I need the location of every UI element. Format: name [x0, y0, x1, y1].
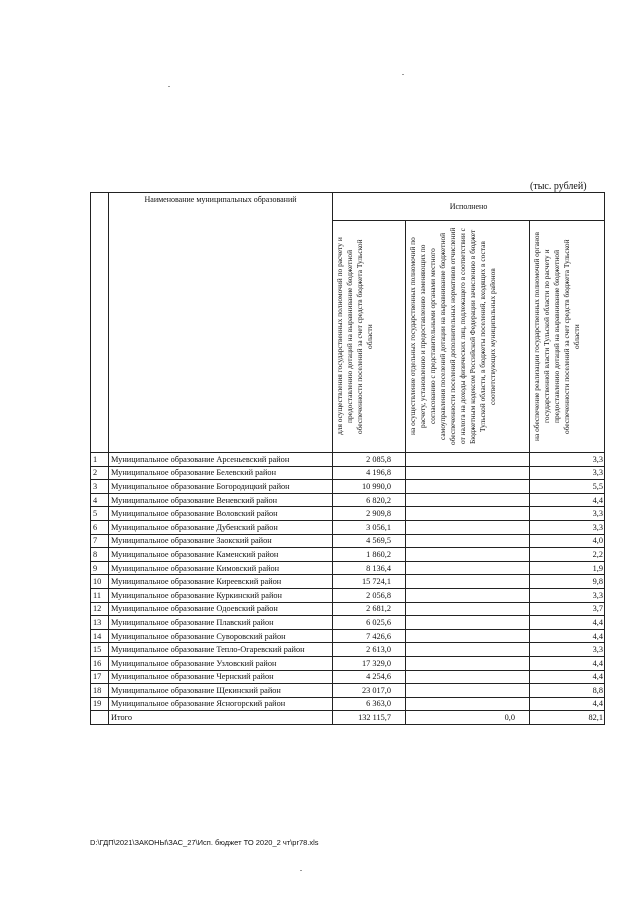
header-col2-cell — [406, 221, 530, 453]
value-col3: 4,4 — [530, 656, 605, 670]
value-col2 — [406, 697, 530, 711]
table-row — [91, 493, 605, 507]
value-col2 — [406, 493, 530, 507]
value-col1: 6 820,2 — [333, 493, 406, 507]
value-col2 — [406, 602, 530, 616]
value-col3: 3,3 — [530, 588, 605, 602]
header-col2-text: на осуществление отдельных государственных полномочий по расчету, установлению и предоставлению заменяющих по согласованию с представительными органами местного самоуправления поселений дотации на выравнивание бюджетной обеспеченности поселений дополнительных нормативов отчислений от налога на доходы физических лиц, подлежащего в соответствии с Бюджетным кодексом Российской Федерации зачислению в бюджет Тульской области, в бюджеты поселений, входящих в состав соответствующих муниципальных районов — [408, 227, 497, 446]
district-name: Муниципальное образование Богородицкий район — [109, 480, 333, 494]
scan-speck — [402, 74, 404, 75]
district-name: Муниципальное образование Щекинский район — [109, 684, 333, 698]
total-col1: 132 115,7 — [333, 711, 406, 725]
district-name: Муниципальное образование Арсеньевский район — [109, 453, 333, 467]
file-path-footer: D:\ГДП\2021\ЗАКОНЫ\ЗАС_27\Исп. бюджет ТО 2020_2 чт\pr78.xls — [90, 838, 319, 847]
district-name: Муниципальное образование Плавский район — [109, 616, 333, 630]
scan-speck — [168, 86, 170, 87]
row-number: 19 — [91, 697, 109, 711]
value-col1: 10 990,0 — [333, 480, 406, 494]
row-number: 5 — [91, 507, 109, 521]
table-row — [91, 684, 605, 698]
district-name: Муниципальное образование Воловский район — [109, 507, 333, 521]
value-col1: 6 025,6 — [333, 616, 406, 630]
row-number: 14 — [91, 629, 109, 643]
value-col2 — [406, 670, 530, 684]
total-num-cell — [91, 711, 109, 725]
district-name: Муниципальное образование Тепло-Огаревский район — [109, 643, 333, 657]
total-label: Итого — [109, 711, 333, 725]
table-row — [91, 561, 605, 575]
value-col1: 23 017,0 — [333, 684, 406, 698]
value-col2 — [406, 656, 530, 670]
table-row — [91, 534, 605, 548]
total-col3: 82,1 — [530, 711, 605, 725]
value-col1: 7 426,6 — [333, 629, 406, 643]
value-col3: 3,7 — [530, 602, 605, 616]
value-col2 — [406, 507, 530, 521]
row-number: 1 — [91, 453, 109, 467]
total-col2: 0,0 — [406, 711, 530, 725]
value-col3: 3,3 — [530, 466, 605, 480]
row-number: 18 — [91, 684, 109, 698]
table-row — [91, 520, 605, 534]
value-col3: 3,3 — [530, 643, 605, 657]
table-row — [91, 670, 605, 684]
value-col3: 4,4 — [530, 670, 605, 684]
table-row — [91, 697, 605, 711]
district-name: Муниципальное образование Куркинский район — [109, 588, 333, 602]
row-number: 7 — [91, 534, 109, 548]
value-col2 — [406, 561, 530, 575]
value-col1: 3 056,1 — [333, 520, 406, 534]
value-col3: 4,4 — [530, 616, 605, 630]
value-col1: 17 329,0 — [333, 656, 406, 670]
value-col2 — [406, 643, 530, 657]
district-name: Муниципальное образование Каменский район — [109, 548, 333, 562]
district-name: Муниципальное образование Дубенский район — [109, 520, 333, 534]
value-col3: 3,3 — [530, 453, 605, 467]
table-row — [91, 507, 605, 521]
budget-table — [90, 192, 605, 725]
value-col2 — [406, 480, 530, 494]
table-row — [91, 656, 605, 670]
value-col3: 5,5 — [530, 480, 605, 494]
value-col3: 2,2 — [530, 548, 605, 562]
value-col3: 8,8 — [530, 684, 605, 698]
row-number: 9 — [91, 561, 109, 575]
value-col2 — [406, 629, 530, 643]
row-number: 17 — [91, 670, 109, 684]
value-col1: 4 569,5 — [333, 534, 406, 548]
value-col1: 4 254,6 — [333, 670, 406, 684]
district-name: Муниципальное образование Белевский район — [109, 466, 333, 480]
district-name: Муниципальное образование Одоевский район — [109, 602, 333, 616]
units-label: (тыс. рублей) — [530, 181, 587, 192]
district-name: Муниципальное образование Ясногорский район — [109, 697, 333, 711]
value-col2 — [406, 466, 530, 480]
row-number: 4 — [91, 493, 109, 507]
district-name: Муниципальное образование Чернский район — [109, 670, 333, 684]
value-col1: 8 136,4 — [333, 561, 406, 575]
table-row — [91, 548, 605, 562]
row-number: 15 — [91, 643, 109, 657]
row-number: 11 — [91, 588, 109, 602]
table-row — [91, 602, 605, 616]
header-col1-text: для осуществления государственных полномочий по расчету и предоставлению дотаций на выравнивание бюджетной обеспеченности поселений за счет средств бюджета Тульской области — [335, 237, 374, 436]
row-number: 13 — [91, 616, 109, 630]
value-col1: 2 613,0 — [333, 643, 406, 657]
table-row — [91, 466, 605, 480]
value-col3: 3,3 — [530, 520, 605, 534]
value-col1: 2 681,2 — [333, 602, 406, 616]
value-col3: 4,4 — [530, 493, 605, 507]
value-col2 — [406, 520, 530, 534]
value-col1: 2 056,8 — [333, 588, 406, 602]
table-row — [91, 453, 605, 467]
value-col3: 4,4 — [530, 697, 605, 711]
value-col2 — [406, 548, 530, 562]
header-executed-cell: Исполнено — [333, 193, 605, 221]
district-name: Муниципальное образование Суворовский район — [109, 629, 333, 643]
value-col1: 4 196,8 — [333, 466, 406, 480]
header-name-cell: Наименование муниципальных образований — [109, 193, 333, 453]
value-col2 — [406, 684, 530, 698]
district-name: Муниципальное образование Кимовский район — [109, 561, 333, 575]
value-col2 — [406, 588, 530, 602]
district-name: Муниципальное образование Киреевский район — [109, 575, 333, 589]
scan-speck — [300, 870, 302, 871]
value-col1: 2 909,8 — [333, 507, 406, 521]
table-row — [91, 616, 605, 630]
row-number: 12 — [91, 602, 109, 616]
value-col2 — [406, 534, 530, 548]
table-row — [91, 588, 605, 602]
value-col3: 4,4 — [530, 629, 605, 643]
value-col2 — [406, 453, 530, 467]
total-row — [91, 711, 605, 725]
value-col1: 15 724,1 — [333, 575, 406, 589]
row-number: 3 — [91, 480, 109, 494]
header-num-cell — [91, 193, 109, 453]
value-col1: 1 860,2 — [333, 548, 406, 562]
row-number: 2 — [91, 466, 109, 480]
table-row — [91, 643, 605, 657]
row-number: 8 — [91, 548, 109, 562]
value-col1: 2 085,8 — [333, 453, 406, 467]
row-number: 10 — [91, 575, 109, 589]
value-col2 — [406, 616, 530, 630]
district-name: Муниципальное образование Узловский район — [109, 656, 333, 670]
value-col1: 6 363,0 — [333, 697, 406, 711]
header-row — [91, 193, 605, 221]
table-row — [91, 575, 605, 589]
district-name: Муниципальное образование Веневский район — [109, 493, 333, 507]
value-col3: 1,9 — [530, 561, 605, 575]
value-col2 — [406, 575, 530, 589]
value-col3: 9,8 — [530, 575, 605, 589]
header-col1-cell — [333, 221, 406, 453]
row-number: 6 — [91, 520, 109, 534]
table-row — [91, 629, 605, 643]
row-number: 16 — [91, 656, 109, 670]
value-col3: 4,0 — [530, 534, 605, 548]
table-row — [91, 480, 605, 494]
district-name: Муниципальное образование Заокский район — [109, 534, 333, 548]
header-col3-cell — [530, 221, 605, 453]
header-col3-text: на обеспечение реализации государственных полномочий органов государственной власти Тульской области по расчету и предоставлению дотаций на выравнивание бюджетной обеспеченности поселений за счет средств бюджета Тульской области — [532, 231, 581, 442]
value-col3: 3,3 — [530, 507, 605, 521]
